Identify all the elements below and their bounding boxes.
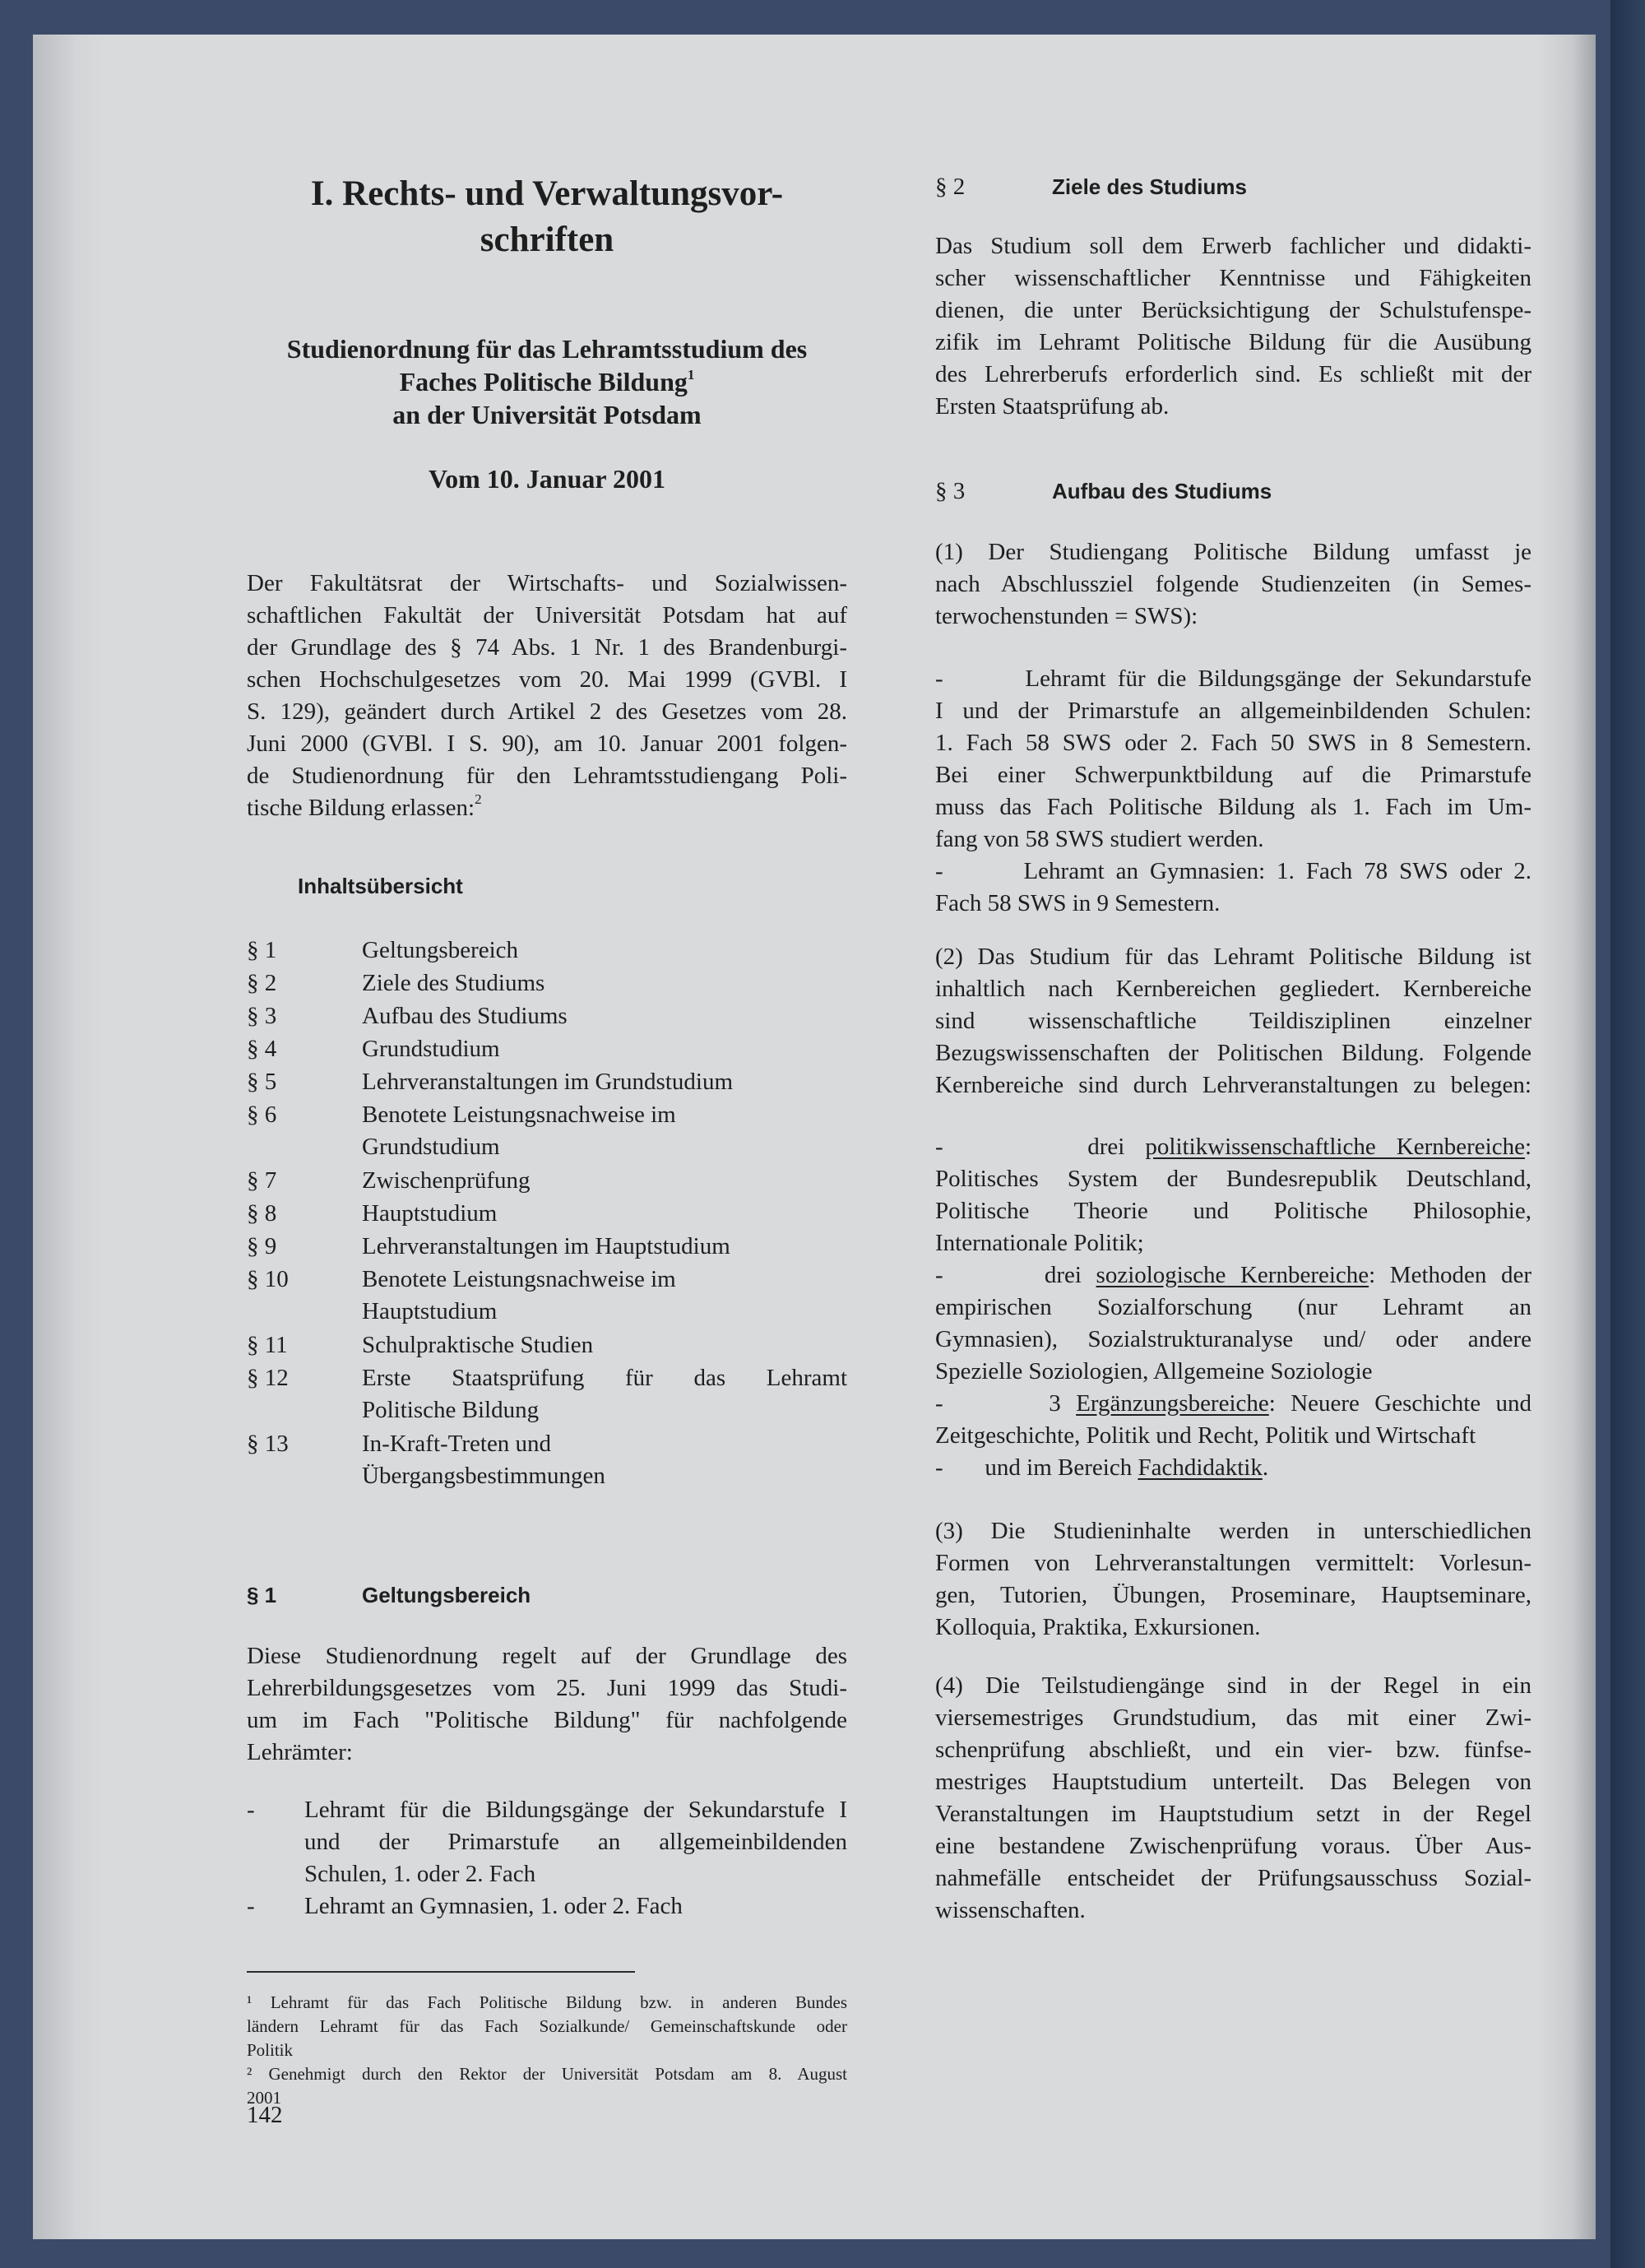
toc-number: § 2 [247, 970, 277, 996]
page-stack-right-edge [1538, 35, 1596, 2239]
section-heading [247, 171, 847, 263]
footnote-2-line: 2001 [247, 2088, 281, 2108]
toc-number: § 4 [247, 1036, 277, 1062]
section-number: § 3 [935, 478, 966, 504]
body-line: Ersten Staatsprüfung ab. [935, 393, 1170, 420]
title-line1: Studienordnung für das Lehramtsstudium des [286, 334, 808, 364]
core-area-didactics: Fachdidaktik [1138, 1454, 1263, 1481]
body-line: gen, Tutorien, Übungen, Proseminare, Hauptseminare, [935, 1582, 1531, 1608]
core-area-dash: - drei [935, 1134, 1125, 1160]
section-3-list-1 [935, 663, 1531, 920]
body-line: mestriges Hauptstudium unterteilt. Das Belegen von [935, 1769, 1531, 1795]
list-item [247, 1890, 847, 1922]
toc-number: § 7 [247, 1167, 277, 1194]
core-area-line: Politisches System der Bundesrepublik Deutschland, [935, 1166, 1531, 1192]
core-area-line: Internationale Politik; [935, 1230, 1144, 1256]
toc-number: § 6 [247, 1102, 277, 1128]
list-line: fang von 58 SWS studiert werden. [935, 826, 1264, 852]
footnote-divider [247, 1971, 635, 1973]
toc-label-line1: Erste Staatsprüfung für das Lehramt [362, 1365, 847, 1391]
preamble-line: schen Hochschulgesetzes vom 20. Mai 1999 (GVBl. I [247, 666, 847, 693]
preamble-line: S. 129), geändert durch Artikel 2 des Gesetzes vom 28. [247, 698, 847, 725]
list-line: Lehramt für die Bildungsgänge der Sekundarstufe I [304, 1797, 847, 1823]
section-title: Aufbau des Studiums [1052, 479, 1272, 503]
body-line: zifik im Lehramt Politische Bildung für die Ausübung [935, 329, 1531, 355]
page-stack-left-edge [33, 35, 107, 2239]
footnote-ref-1[interactable]: 1 [687, 367, 695, 383]
document-date: Vom 10. Januar 2001 [428, 464, 666, 494]
section-1-heading [247, 1583, 531, 1608]
body-line: schenprüfung abschließt, und ein vier- bzw. fünfse- [935, 1737, 1531, 1763]
toc-label [362, 1362, 847, 1426]
book-binding [1610, 0, 1645, 2268]
preamble-line: Juni 2000 (GVBl. I S. 90), am 10. Januar 2001 folgen- [247, 730, 847, 757]
body-line: des Lehrerberufs erforderlich sind. Es schließt mit der [935, 361, 1531, 387]
footnote-1-line: ¹ Lehramt für das Fach Politische Bildung bzw. in anderen Bundes [247, 1992, 847, 2012]
core-area-supplementary: Ergänzungsbereiche [1076, 1390, 1269, 1417]
footnote-ref-2[interactable]: 2 [475, 791, 482, 807]
section-3-paragraph-3 [935, 1515, 1531, 1644]
toc-label: Geltungsbereich [362, 937, 519, 963]
body-line: Lehrämter: [247, 1739, 353, 1765]
preamble-last-text: tische Bildung erlassen: [247, 795, 475, 821]
preamble-line: de Studienordnung für den Lehramtsstudiengang Poli- [247, 763, 847, 789]
list-line: I und der Primarstufe an allgemeinbildenden Schulen: [935, 698, 1531, 724]
toc-label: Grundstudium [362, 1036, 500, 1062]
toc-number: § 5 [247, 1069, 277, 1095]
section-3-core-areas [935, 1131, 1531, 1484]
toc-label: Schulpraktische Studien [362, 1332, 594, 1358]
core-area-3-line [935, 1388, 1531, 1420]
core-area-line: Politische Theorie und Politische Philosophie, [935, 1198, 1531, 1224]
list-line: Schulen, 1. oder 2. Fach [304, 1861, 536, 1887]
core-area-line: Spezielle Soziologien, Allgemeine Soziologie [935, 1358, 1373, 1384]
list-line: Bei einer Schwerpunktbildung auf die Primarstufe [935, 762, 1531, 788]
body-line: um im Fach "Politische Bildung" für nachfolgende [247, 1707, 847, 1733]
section-heading-line1: I. Rechts- und Verwaltungsvor- [310, 174, 784, 213]
body-line: scher wissenschaftlicher Kenntnisse und Fähigkeiten [935, 265, 1531, 291]
toc-label-line1: Benotete Leistungsnachweise im [362, 1266, 676, 1292]
section-3-heading [935, 475, 1272, 508]
body-line: (3) Die Studieninhalte werden in unterschiedlichen [935, 1518, 1531, 1544]
body-line: Veranstaltungen im Hauptstudium setzt in der Regel [935, 1801, 1531, 1827]
toc-number: § 8 [247, 1200, 277, 1227]
list-line: - Lehramt für die Bildungsgänge der Sekundarstufe [935, 666, 1531, 692]
toc-number: § 11 [247, 1332, 288, 1358]
body-line: dienen, die unter Berücksichtigung der Schulstufenspe- [935, 297, 1531, 323]
section-3-paragraph-2 [935, 941, 1531, 1102]
list-item [247, 1794, 847, 1890]
title-line2-text: Faches Politische Bildung [399, 367, 688, 397]
core-area-1-line: - drei politikwissenschaftliche Kernbereiche: [935, 1134, 1532, 1160]
toc-number: § 12 [247, 1365, 289, 1391]
toc-label [362, 1264, 847, 1328]
preamble-line [247, 792, 847, 824]
core-area-dash: - 3 [935, 1390, 1061, 1417]
core-area-2-line [935, 1259, 1531, 1292]
page-number: 142 [247, 2102, 283, 2128]
toc-label: Hauptstudium [362, 1200, 498, 1227]
core-area-sociology: soziologische Kernbereiche [1096, 1262, 1369, 1288]
body-line: sind wissenschaftliche Teildisziplinen einzelner [935, 1008, 1531, 1034]
toc-number: § 13 [247, 1431, 289, 1457]
toc-number: § 3 [247, 1003, 277, 1029]
body-line: Kolloquia, Praktika, Exkursionen. [935, 1614, 1261, 1640]
list-line: Fach 58 SWS in 9 Semestern. [935, 890, 1221, 916]
preamble-line: der Grundlage des § 74 Abs. 1 Nr. 1 des Brandenburgi- [247, 634, 847, 661]
toc-label-line1: Benotete Leistungsnachweise im [362, 1102, 676, 1128]
toc-number: § 1 [247, 937, 277, 963]
toc-label: Zwischenprüfung [362, 1167, 531, 1194]
section-title: Ziele des Studiums [1052, 174, 1247, 199]
core-area-dash: - und im Bereich [935, 1454, 1133, 1481]
core-area-text: . [1262, 1454, 1269, 1481]
toc-label: Aufbau des Studiums [362, 1003, 568, 1029]
section-2-heading [935, 171, 1247, 203]
toc-label: Lehrveranstaltungen im Hauptstudium [362, 1233, 730, 1259]
body-line: nach Abschlussziel folgende Studienzeiten (in Semes- [935, 571, 1531, 597]
core-area-text: : Methoden der [1369, 1262, 1532, 1288]
toc-label [362, 1428, 847, 1492]
list-line: 1. Fach 58 SWS oder 2. Fach 50 SWS in 8 Semestern. [935, 730, 1531, 756]
section-2-body [935, 230, 1531, 423]
section-title: Geltungsbereich [362, 1583, 531, 1607]
list-dash: - [247, 1797, 255, 1823]
section-number: § 2 [935, 174, 966, 200]
body-line: Kernbereiche sind durch Lehrveranstaltungen zu belegen: [935, 1072, 1531, 1098]
document-title [247, 332, 847, 431]
body-line: Diese Studienordnung regelt auf der Grundlage des [247, 1643, 847, 1669]
list-line: - Lehramt an Gymnasien: 1. Fach 78 SWS oder 2. [935, 858, 1531, 884]
preamble [247, 568, 847, 824]
section-1-body [247, 1640, 847, 1769]
footnote-1-line: ländern Lehramt für das Fach Sozialkunde/ Gemeinschaftskunde oder [247, 2016, 847, 2036]
body-line: wissenschaften. [935, 1897, 1086, 1923]
toc-label: Lehrveranstaltungen im Grundstudium [362, 1069, 734, 1095]
body-line: eine bestandene Zwischenprüfung voraus. Über Aus- [935, 1833, 1531, 1859]
section-number: § 1 [247, 1583, 277, 1607]
core-area-political-science: politikwissenschaftliche Kernbereiche [1145, 1134, 1525, 1160]
toc-number: § 10 [247, 1266, 289, 1292]
title-line2 [247, 365, 847, 398]
body-line: Lehrerbildungsgesetzes vom 25. Juni 1999 das Studi- [247, 1675, 847, 1701]
body-line: viersemestriges Grundstudium, das mit einer Zwi- [935, 1704, 1531, 1731]
section-1-list [247, 1794, 847, 1922]
toc-label-line2: Übergangsbestimmungen [362, 1463, 605, 1489]
body-line: (1) Der Studiengang Politische Bildung umfasst je [935, 539, 1531, 565]
body-line: (2) Das Studium für das Lehramt Politische Bildung ist [935, 944, 1531, 970]
section-3-paragraph-4 [935, 1670, 1531, 1927]
preamble-line: schaftlichen Fakultät der Universität Potsdam hat auf [247, 602, 847, 628]
body-line: Formen von Lehrveranstaltungen vermittelt: Vorlesun- [935, 1550, 1531, 1576]
core-area-4-line [935, 1452, 1531, 1484]
core-area-line: Gymnasien), Sozialstrukturanalyse und/ oder andere [935, 1326, 1531, 1352]
body-line: inhaltlich nach Kernbereichen gegliedert. Kernbereiche [935, 976, 1531, 1002]
body-line: terwochenstunden = SWS): [935, 603, 1198, 629]
core-area-dash: - drei [935, 1262, 1082, 1288]
body-line: (4) Die Teilstudiengänge sind in der Regel in ein [935, 1672, 1531, 1699]
toc-label-line2: Hauptstudium [362, 1298, 498, 1324]
core-area-text: : Neuere Geschichte und [1268, 1390, 1531, 1417]
list-dash: - [247, 1893, 255, 1919]
body-line: nahmefälle entscheidet der Prüfungsausschuss Sozial- [935, 1865, 1531, 1891]
list-line: und der Primarstufe an allgemeinbildenden [304, 1829, 847, 1855]
footnote-2-line: ² Genehmigt durch den Rektor der Universität Potsdam am 8. August [247, 2064, 847, 2084]
title-line3: an der Universität Potsdam [392, 400, 702, 429]
table-of-contents [247, 935, 847, 1494]
preamble-line: Der Fakultätsrat der Wirtschafts- und Sozialwissen- [247, 570, 847, 596]
core-area-line: Zeitgeschichte, Politik und Recht, Politik und Wirtschaft [935, 1422, 1476, 1449]
footnotes [247, 1991, 847, 2110]
toc-title: Inhaltsübersicht [298, 874, 463, 898]
toc-label-line2: Grundstudium [362, 1134, 500, 1160]
section-3-paragraph-1 [935, 536, 1531, 633]
list-line: muss das Fach Politische Bildung als 1. Fach im Um- [935, 794, 1531, 820]
toc-label [362, 1099, 847, 1163]
core-area-line: empirischen Sozialforschung (nur Lehramt an [935, 1294, 1531, 1320]
section-heading-line2: schriften [480, 220, 614, 259]
list-line: Lehramt an Gymnasien, 1. oder 2. Fach [304, 1893, 683, 1919]
footnote-1-line: Politik [247, 2040, 294, 2060]
body-line: Das Studium soll dem Erwerb fachlicher und didakti- [935, 233, 1531, 259]
toc-label-line2: Politische Bildung [362, 1397, 540, 1423]
toc-label: Ziele des Studiums [362, 970, 545, 996]
body-line: Bezugswissenschaften der Politischen Bildung. Folgende [935, 1040, 1531, 1066]
toc-number: § 9 [247, 1233, 277, 1259]
toc-label-line1: In-Kraft-Treten und [362, 1431, 552, 1457]
